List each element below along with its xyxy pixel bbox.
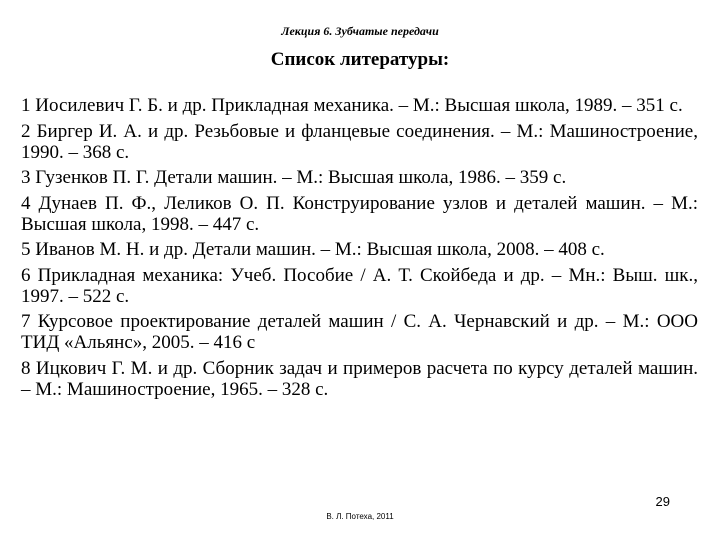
reference-item: 4 Дунаев П. Ф., Леликов О. П. Конструирование узлов и деталей машин. – М.: Высшая школа, 1998. – 447 с.: [21, 192, 698, 235]
page-number: 29: [655, 494, 670, 509]
footer-author: В. Л. Потеха, 2011: [326, 512, 394, 521]
reference-item: 1 Иосилевич Г. Б. и др. Прикладная механика. – М.: Высшая школа, 1989. – 351 с.: [21, 95, 683, 116]
page-title: Список литературы:: [270, 49, 450, 70]
reference-item: 7 Курсовое проектирование деталей машин / С. А. Чернавский и др. – М.: ООО ТИД «Альянс», 2005. – 416 с: [21, 311, 698, 353]
lecture-header: Лекция 6. Зубчатые передачи: [281, 24, 439, 38]
reference-item: 3 Гузенков П. Г. Детали машин. – М.: Высшая школа, 1986. – 359 с.: [21, 167, 567, 188]
reference-item: 5 Иванов М. Н. и др. Детали машин. – М.: Высшая школа, 2008. – 408 с.: [21, 239, 605, 260]
reference-list: [21, 95, 698, 404]
reference-item: 8 Ицкович Г. М. и др. Сборник задач и примеров расчета по курсу деталей машин. – М.: Машиностроение, 1965. – 328 с.: [21, 357, 698, 400]
reference-item: 2 Биргер И. А. и др. Резьбовые и фланцевые соединения. – М.: Машиностроение, 1990. – 368 с.: [21, 120, 698, 163]
reference-item: 6 Прикладная механика: Учеб. Пособие / А. Т. Скойбеда и др. – Мн.: Выш. шк., 1997. – 522 с.: [21, 264, 698, 307]
